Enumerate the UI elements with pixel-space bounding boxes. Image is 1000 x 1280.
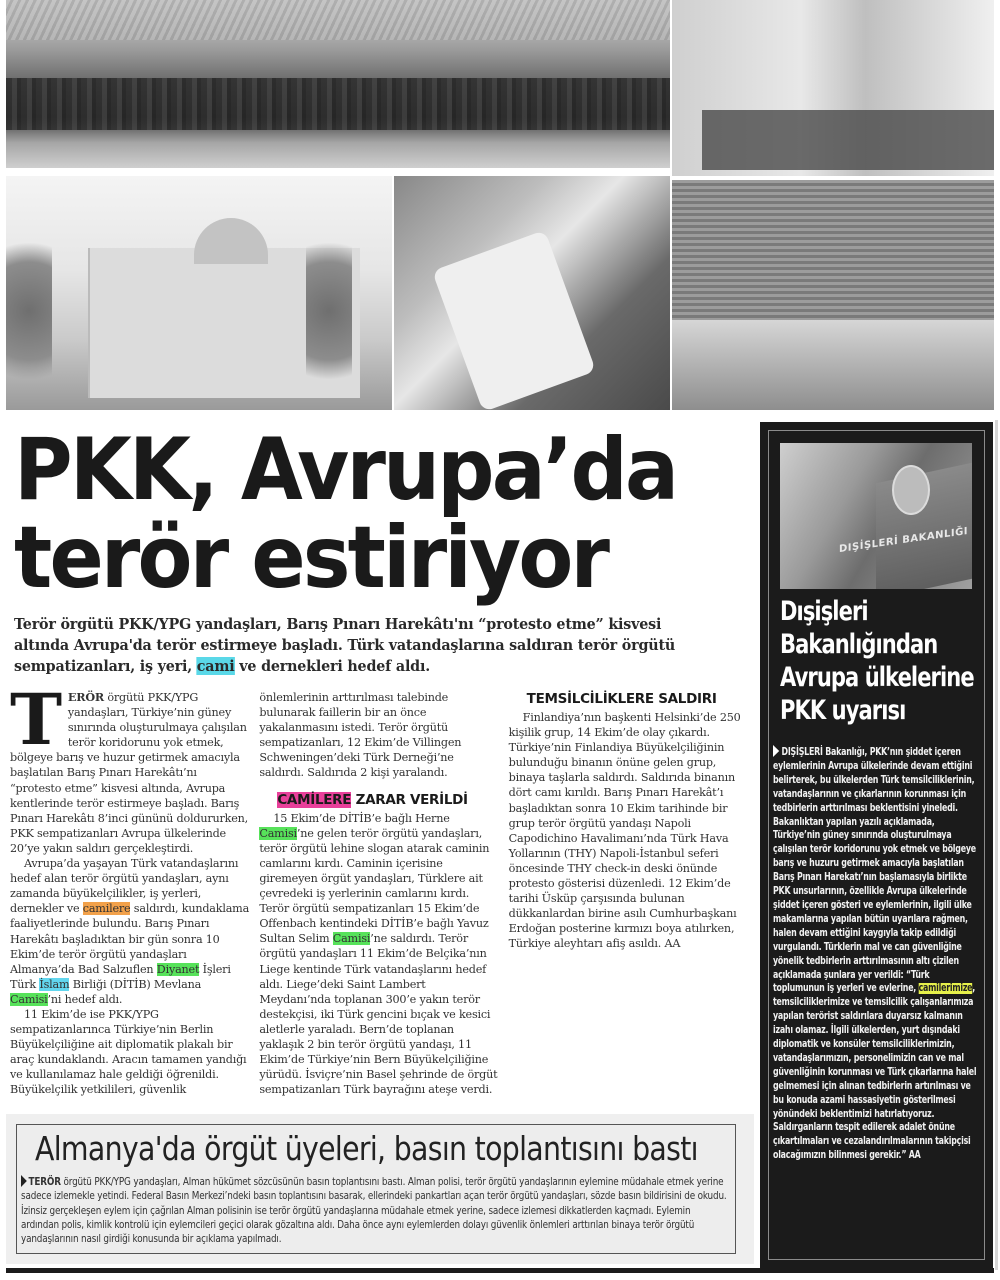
- deck-text-end: ve dernekleri hedef aldı.: [234, 657, 430, 675]
- article-text: ’ni hedef aldı.: [47, 992, 123, 1006]
- article-paragraph: [10, 678, 249, 856]
- photo-mosque: [6, 176, 392, 410]
- photo-roof-detail: [6, 0, 670, 40]
- dropcap: T: [10, 678, 62, 761]
- photo-tree: [306, 216, 352, 406]
- bottom-news-frame: [16, 1124, 736, 1254]
- photo-sill-detail: [702, 110, 994, 170]
- article-paragraph: [259, 811, 498, 1098]
- article-lead-word: ERÖR: [67, 690, 104, 704]
- sidebar-photo-ministry: [780, 443, 972, 589]
- article-text: Avrupa’da yaşayan Türk vatandaşlarını hedef alan terör örgütü yandaşları, aynı zamanda büyükelçilikler, iş yerleri, dernekler ve: [10, 857, 239, 916]
- subhead-highlight: CAMİLERE: [277, 791, 352, 808]
- photo-protest-march: [6, 0, 670, 168]
- article-text: Birliği (DİTİB) Mevlana: [69, 977, 202, 991]
- photo-mosque-dome: [194, 218, 268, 264]
- article-text: 11 Ekim’de ise PKK/YPG sempatizanlarınca Türkiye’nin Berlin Büyükelçiliğine ait diplomatik plakalı bir araç kundaklandı. Aracın tamamen yandığı ve kullanılamaz hale geldiği öğrenildi. Büyükelçilik yetkilileri, güvenlik önlemlerinin arttırılması talebinde bulunarak faillerin bir an önce yakalanmasını istedi. Terör örgütü sempatizanları, 12 Ekim’de Villingen Schweningen’deki Türk Derneği’ne saldırdı. Saldırıda 2 kişi yaralandı.: [10, 691, 462, 1097]
- article-text: ’ne gelen terör örgütü yandaşları, terör örgütü lehine slogan atarak caminin camlarını kırdı. Caminin içerisine giremeyen örgüt yandaşları, Türklere ait çevredeki iş yerlerinin camlarını kırdı. Terör örgütü sempatizanları 15 Ekim’de Offenbach kentindeki DİTİB’e bağlı Yavuz Sultan Selim: [259, 826, 490, 946]
- highlight-diyanet: Diyanet: [156, 962, 200, 976]
- photo-burned-car: [394, 176, 670, 410]
- sidebar-title: Dışişleri Bakanlığından Avrupa ülkelerine PKK uyarısı: [780, 596, 974, 726]
- highlight-camilerimize: camilerimize: [918, 983, 973, 995]
- article-paragraph: [10, 856, 249, 1007]
- subhead-text: ZARAR VERİLDİ: [351, 791, 468, 808]
- photo-crowd-detail: [6, 78, 670, 130]
- sidebar-text: Bakanlığı, PKK’nın şiddet içeren eylemlerinin Avrupa ülkelerinde devam ettiğini belirterek, bu ülkelerden Türk temsilciliklerinin, vatandaşlarının ve çıkarlarının korunması için tedbirlerin arttırılması beklentisini yineledi. Bakanlıktan yapılan yazılı açıklamada, Türkiye’nin güney sınırında oluşturulmaya çalışılan terör koridorunu yok etmek ve bölgeye barış ve huzuru getirmek amacıyla başlatılan Barış Pınarı Harekatı’nın başlamasıyla birlikte PKK unsurlarının, özellikle Avrupa ülkelerinde şiddet içeren gösteri ve eylemlerinin, ilgili ülke makamlarına yapılan bütün uyarılara rağmen, halen devam ettiğini kaygıyla takip edildiği vurgulandı. Türklerin mal ve can güvenliğine yönelik tedbirlerin arttırılmasının altı çizilen açıklamada şunlara yer verildi: “Türk toplumunun iş yerleri ve evlerine,: [773, 747, 976, 995]
- article-text: Finlandiya’nın başkenti Helsinki’de 250 kişilik grup, 14 Ekim’de olay çıkardı. Türkiye’nin Finlandiya Büyükelçiliğinin bulunduğu binanın önüne gelen grup, binaya taşlarla saldırdı. Saldırıda binanın dört camı kırıldı. Barış Pınarı Harekât’ı başladıktan sonra 10 Ekim tarihinde bir grup terör örgütü yandaşı Napoli Capodichino Havalimanı’nda Türk Hava Yollarının (THY) Napoli-İstanbul seferi öncesinde THY check-in deski önünde protesto gösterisi düzenledi. 12 Ekim’de tarihi Üsküp çarşısında bulunan dükkanlardan birine asılı Cumhurbaşkanı Erdoğan posterine kırmızı boya atılırken, Türkiye aleyhtarı afiş asıldı. AA: [508, 711, 741, 951]
- sidebar-frame: [768, 430, 985, 1260]
- bottom-rule: [6, 1268, 994, 1273]
- highlight-camisi: Camisi: [259, 826, 297, 840]
- photo-store-lower: [672, 320, 994, 410]
- article-paragraph: [509, 710, 748, 952]
- sidebar-box: [760, 422, 993, 1268]
- ministry-emblem-icon: [892, 465, 930, 515]
- article-text: örgütü PKK/YPG yandaşları, Türkiye’nin güney sınırında oluşturulmaya çalışılan terör koridorunu yok etmek, bölgeye barış ve huzur getirmek amacıyla başlatılan Barış Pınarı Harekâtı’nı “protesto etme” kisvesi altında, Avrupa kentlerinde terör estirmeye başladı. Barış Pınarı Harekâtı 8’inci gününü doldururken, PKK sempatizanları Avrupa ülkelerinde 20’ye yakın saldırı gerçekleştirdi.: [10, 691, 249, 855]
- ministry-sign: DIŞİŞLERİ BAKANLIĞI: [839, 525, 968, 556]
- article-text: 15 Ekim’de DİTİB’e bağlı Herne: [273, 811, 450, 825]
- highlight-islam: İslam: [39, 977, 70, 991]
- sidebar-lead-word: DIŞİŞLERİ: [781, 747, 823, 758]
- subhead-temsilciliklere: TEMSİLCİLİKLERE SALDIRI: [526, 691, 717, 707]
- article-body: [10, 678, 748, 1100]
- sidebar-body: [773, 745, 982, 1163]
- article-text: ’ne saldırdı. Terör örgütü yandaşları 11 Ekim’de Belçika’nın Liege kentinde Türk vatandaşlarını hedef aldı. Liege’deki Saint Lambert Meydanı’nda toplanan 300’e yakın terör destekçisi, iki Türk gencini bıçak ve kesici aletlerle yaraladı. Bern’de toplanan yaklaşık 2 bin terör örgütü yandaşı, 11 Ekim’de Türkiye’nin Bern Büyükelçiliğine yürüdü. İsviçre’nin Basel şehrinde de örgüt sempatizanları Türk bayrağını ateşe verdi.: [259, 932, 498, 1097]
- headline-deck: [14, 614, 710, 677]
- deck-text: Terör örgütü PKK/YPG yandaşları, Barış Pınarı Harekâtı'nı “protesto etme” kisvesi altında Avrupa'da terör estirmeye başladı. Türk vatandaşlarına saldıran terör örgütü sempatizanları, iş yeri,: [14, 615, 676, 675]
- headline-line-1: PKK, Avrupa’da: [14, 420, 677, 520]
- photo-damaged-shopfront: [672, 0, 994, 176]
- photo-shuttered-store: [672, 180, 994, 410]
- headline-line-2: terör estiriyor: [14, 508, 608, 608]
- subhead-camilere: [277, 791, 498, 809]
- box-lead-word: TERÖR: [28, 1176, 61, 1188]
- box-body: [21, 1175, 731, 1246]
- photo-car-body: [432, 230, 596, 410]
- main-headline: [14, 420, 702, 608]
- deck-highlight: cami: [196, 657, 235, 675]
- box-title: Almanya'da örgüt üyeleri, basın toplantısını bastı: [35, 1129, 698, 1168]
- right-edge-rule: [995, 420, 998, 1270]
- box-text: örgütü PKK/YPG yandaşları, Alman hükümet sözcüsünün basın toplantısını bastı. Alman polisi, terör örgütü yandaşlarının eylemine müdahale etmek yerine sadece izlemekle yetindi. Federal Basın Merkezi’ndeki basın toplantısını basarak, ellerindeki pankartları açan terör örgütü yandaşları, sözde basın bildirisini de okudu. İzinsiz gerçekleşen eylem için çağrılan Alman polisinin ise terör örgütü yandaşlarına müdahale etmek yerine, sadece izlemesi dikkatlerden kaçmadı. Eylemin ardından polis, kimlik kontrolü için eylemcileri geçici olarak gözaltına aldı. Daha önce aynı eylemlerden dolayı güvenlik önlemleri arttırılan binaya terör örgütü yandaşlarının nasıl girdiği konusunda bir açıklama yapılmadı.: [21, 1176, 727, 1246]
- highlight-camilere: camilere: [82, 902, 131, 916]
- bullet-arrow-icon: [21, 1175, 27, 1187]
- highlight-camisi: Camisi: [332, 932, 371, 946]
- highlight-camisi: Camisi: [10, 992, 48, 1006]
- article-text: saldırdı, kundaklama faaliyetlerinde bulundu. Barış Pınarı Harekâtı başladıktan bir gün sonra 10 Ekim’de terör örgütü yandaşları Almanya’da Bad Salzuflen: [10, 902, 250, 976]
- bullet-arrow-icon: [773, 745, 779, 757]
- bottom-news-box: [6, 1114, 754, 1264]
- article-text: İşleri Türk: [10, 962, 231, 991]
- sidebar-text-end: , temsilciliklerimize ve temsilcilik çalışanlarımıza yapılan terörist saldırılara duyarsız kalmanın izahı olamaz. İlgili ülkelerden, yurt dışındaki diplomatik ve konsüler temsilciliklerimizin, vatandaşlarımızın, personelimizin can ve mal güvenliğinin korunması ve Türk çıkarlarına halel gelmemesi için alınan tedbirlerin artırılması ve bu konuda azami hassasiyetin gösterilmesi yönündeki beklentimizi hatırlatıyoruz. Saldırganların tespit edilerek adalet önüne çıkartılmaları ve cezalandırılmalarının takipçisi olacağımızın bilinmesi gerekir.” AA: [773, 983, 977, 1162]
- photo-tree: [6, 216, 52, 406]
